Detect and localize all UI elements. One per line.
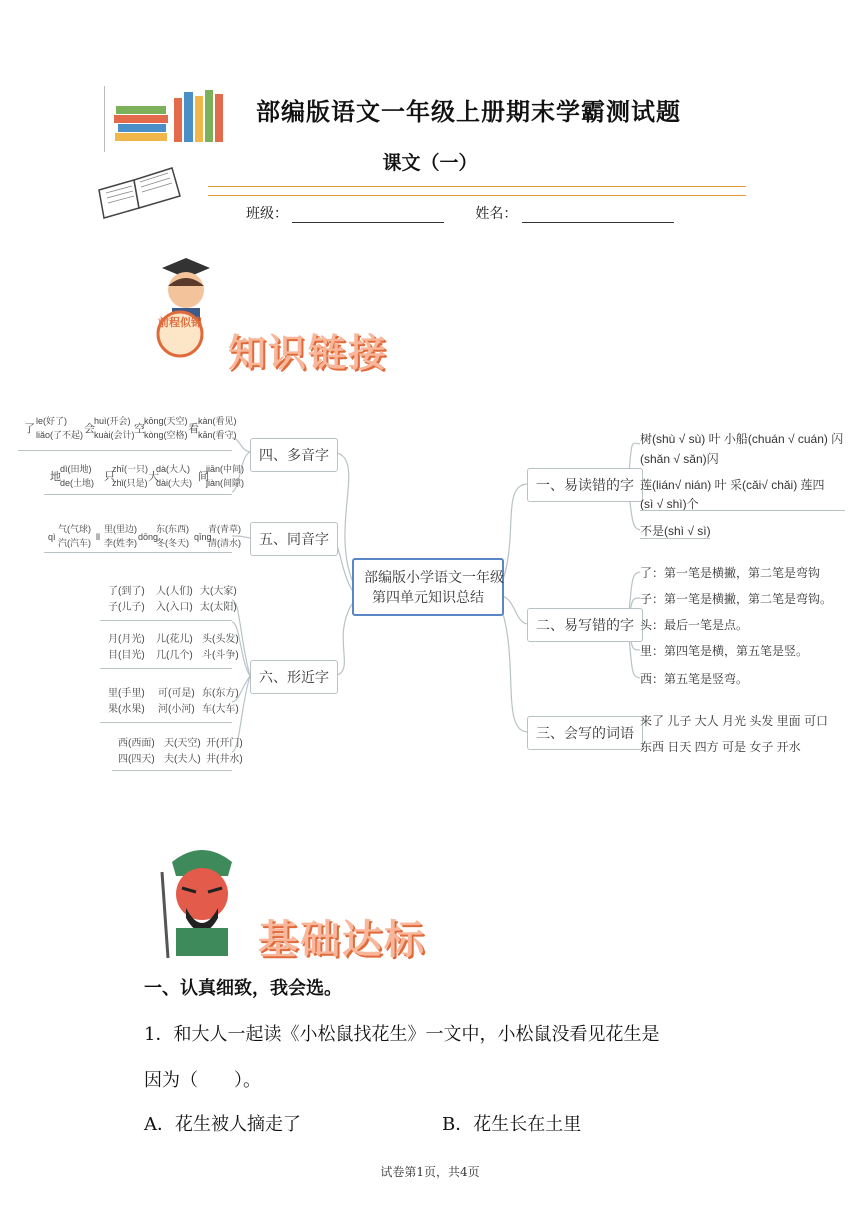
homo-qi-b: 汽(汽车): [58, 538, 91, 548]
words-leaf-2: 东西 日天 四方 可是 女子 开水: [640, 740, 801, 754]
class-label: 班级：: [246, 206, 288, 222]
poly-di-b: de(土地): [60, 478, 95, 488]
misread-leaf-1a: 树(shù √ sù) 叶 小船(chuán √ cuán) 闪: [640, 432, 844, 446]
section-heading: 一、认真细致，我会选。: [144, 978, 342, 999]
poly-char-zhi: 只: [104, 471, 115, 483]
similar-3-1: 里(手里): [108, 688, 145, 699]
poly-le-a: le(好了): [36, 416, 67, 426]
misread-underline-1: [640, 510, 845, 511]
similar-2-2: 目(目光): [108, 650, 145, 661]
similar-1-6: 太(太阳): [200, 602, 237, 613]
similar-2-1: 月(月光): [108, 634, 145, 645]
similar-4-6: 井(井水): [206, 754, 243, 765]
page-subtitle: 课文（一）: [382, 152, 478, 174]
similar-2-3: 儿(花儿): [156, 634, 193, 645]
homo-li-a: 里(里边): [104, 524, 137, 534]
similar-4-3: 天(天空): [164, 738, 201, 749]
center-line-2: 第四单元知识总结: [372, 589, 484, 605]
poly-da-a: dà(大人): [156, 464, 191, 474]
branch-similar-chars: 六、形近字: [250, 660, 338, 694]
poly-char-jian: 间: [198, 471, 209, 483]
homo-py-qi: qì: [48, 532, 56, 542]
homo-dong-a: 东(东西): [156, 524, 189, 534]
badge-text: 前程似锦: [158, 316, 202, 329]
option-a[interactable]: A．花生被人摘走了: [144, 1114, 301, 1135]
misread-leaf-3: 不是(shì √ sì): [640, 524, 711, 538]
miswrite-leaf-4: 里：第四笔是横，第五笔是竖。: [640, 644, 809, 658]
misread-leaf-2b: (sì √ shì)个: [640, 497, 699, 511]
poly-char-da: 大: [148, 471, 159, 483]
poly-jian-a: jiān(中间): [206, 464, 245, 474]
polyphone-row1-line: [18, 450, 232, 451]
homo-qing-b: 清(清水): [208, 538, 241, 548]
similar-group2-line: [100, 668, 232, 669]
similar-3-2: 果(水果): [108, 704, 145, 715]
question-1-line-1: 1．和大人一起读《小松鼠找花生》一文中，小松鼠没看见花生是: [144, 1024, 660, 1045]
similar-1-5: 大(大家): [200, 586, 237, 597]
similar-group3-line: [100, 722, 232, 723]
homo-dong-b: 冬(冬天): [156, 538, 189, 548]
similar-4-2: 四(四天): [118, 754, 155, 765]
branch-words-to-write: 三、会写的词语: [527, 716, 643, 750]
homo-li-b: 李(姓李): [104, 538, 137, 548]
homo-py-qing: qīng: [194, 532, 212, 542]
poly-di-a: dì(田地): [60, 464, 92, 474]
mindmap-center-node: [352, 558, 504, 616]
similar-3-3: 可(可是): [158, 688, 195, 699]
poly-zhi-a: zhī(一只): [112, 464, 149, 474]
similar-1-1: 了(到了): [108, 586, 145, 597]
similar-1-2: 子(儿子): [108, 602, 145, 613]
misread-leaf-1b: (shǎn √ sǎn)闪: [640, 452, 719, 466]
knowledge-banner: 知识链接: [228, 331, 389, 375]
similar-3-5: 东(东方): [202, 688, 239, 699]
poly-hui-b: kuài(会计): [94, 430, 135, 440]
similar-2-5: 头(头发): [202, 634, 239, 645]
misread-leaf-2a: 莲(lián√ nián) 叶 采(cǎi√ chǎi) 莲四: [640, 478, 825, 492]
page-title: 部编版语文一年级上册期末学霸测试题: [256, 97, 681, 126]
homo-py-dong: dōng: [138, 532, 159, 542]
poly-le-b: liǎo(了不起): [36, 430, 84, 440]
miswrite-leaf-5: 西：第五笔是竖弯。: [640, 672, 749, 686]
poly-kong-b: kòng(空格): [144, 430, 188, 440]
poly-hui-a: huì(开会): [94, 416, 131, 426]
polyphone-row2-line: [44, 494, 232, 495]
similar-4-5: 开(开门): [206, 738, 243, 749]
poly-char-le: 了: [24, 423, 35, 435]
poly-jian-b: jiàn(间隙): [206, 478, 245, 488]
page-footer: 试卷第1页，共4页: [380, 1165, 480, 1179]
poly-kong-a: kōng(天空): [144, 416, 188, 426]
similar-3-6: 车(大车): [202, 704, 239, 715]
words-leaf-1: 来了 儿子 大人 月光 头发 里面 可口: [640, 714, 829, 728]
poly-kan-b: kān(看守): [198, 430, 237, 440]
branch-easy-misread: 一、易读错的字: [527, 468, 643, 502]
miswrite-leaf-3: 头：最后一笔是点。: [640, 618, 749, 632]
homo-qing-a: 青(青草): [208, 524, 241, 534]
option-b[interactable]: B．花生长在土里: [442, 1114, 582, 1135]
similar-4-4: 夫(夫人): [164, 754, 201, 765]
similar-4-1: 西(西面): [118, 738, 155, 749]
similar-2-4: 几(几个): [156, 650, 193, 661]
poly-da-b: dài(大夫): [156, 478, 193, 488]
branch-easy-miswrite: 二、易写错的字: [527, 608, 643, 642]
name-label: 姓名：: [475, 206, 518, 222]
misread-underline-2: [640, 538, 710, 539]
basics-banner: 基础达标: [258, 917, 426, 963]
miswrite-leaf-1: 了：第一笔是横撇，第二笔是弯钩: [640, 566, 821, 580]
poly-char-di: 地: [50, 471, 61, 483]
branch-homophones: 五、同音字: [250, 522, 338, 556]
similar-group4-line: [112, 770, 232, 771]
similar-1-3: 人(人们): [156, 586, 193, 597]
miswrite-leaf-2: 子：第一笔是横撇，第二笔是弯钩。: [640, 592, 833, 606]
poly-char-hui: 会: [84, 423, 95, 435]
homophone-line: [44, 552, 232, 553]
question-1-line-2: 因为（ ）。: [144, 1070, 261, 1091]
poly-char-kong: 空: [134, 423, 145, 435]
similar-3-4: 河(小河): [158, 704, 195, 715]
similar-2-6: 斗(斗争): [202, 650, 239, 661]
similar-group1-line: [100, 620, 232, 621]
poly-zhi-b: zhǐ(只是): [112, 478, 148, 488]
general-mascot: [152, 842, 252, 960]
center-line-1: 部编版小学语文一年级: [364, 569, 504, 585]
homo-qi-a: 气(气球): [58, 524, 91, 534]
poly-char-kan: 看: [188, 423, 199, 435]
poly-kan-a: kàn(看见): [198, 416, 237, 426]
homo-py-li: lǐ: [96, 532, 100, 542]
similar-1-4: 入(入口): [156, 602, 193, 613]
branch-polyphones: 四、多音字: [250, 438, 338, 472]
